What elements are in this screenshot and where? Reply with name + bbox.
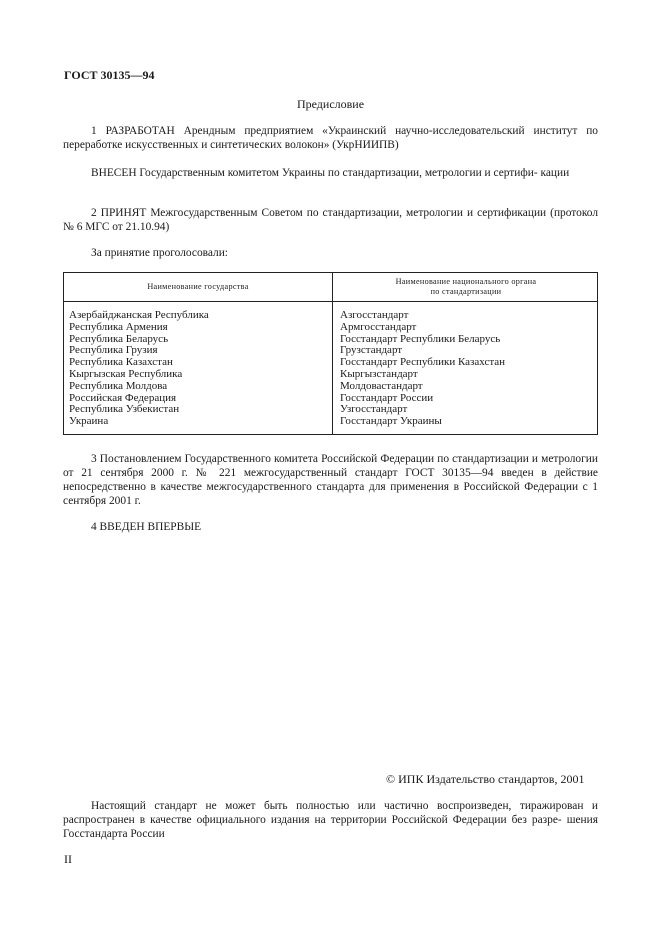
paragraph-decree (63, 452, 598, 508)
table-cell-state: Кыргызская Республика (69, 367, 183, 380)
table-header-body-line2: по стандартизации (430, 287, 502, 296)
table-cell-body: Молдовастандарт (340, 379, 423, 392)
paragraph-first-introduced: 4 ВВЕДЕН ВПЕРВЫЕ (91, 521, 202, 533)
document-code: ГОСТ 30135—94 (64, 68, 155, 82)
copyright: © ИПК Издательство стандартов, 2001 (386, 772, 585, 786)
table-header-body (333, 273, 599, 301)
paragraph-introduced (63, 166, 598, 180)
table-cell-body: Грузстандарт (340, 344, 403, 357)
paragraph-developed (63, 124, 598, 152)
table-cell-body: Госстандарт Республики Казахстан (340, 356, 506, 369)
table-cell-body: Кыргызстандарт (340, 367, 418, 380)
reproduction-notice (63, 799, 598, 841)
table-column-states (69, 310, 209, 428)
table-cell-state: Российская Федерация (69, 391, 177, 404)
reproduction-notice-text: Настоящий стандарт не может быть полностью или частично воспроизведен, тиражирован и распространен в качестве официального издания на территории Российской Федерации без разре- шения Госстандарта России (63, 800, 598, 840)
table-cell-state: Республика Молдова (69, 379, 168, 392)
table-cell-state: Республика Грузия (69, 344, 158, 357)
table-header-state: Наименование государства (147, 282, 249, 291)
table-cell-body: Азгосстандарт (340, 309, 409, 321)
table-header-body-line1: Наименование национального органа (395, 277, 537, 286)
paragraph-adopted-text: 2 ПРИНЯТ Межгосударственным Советом по стандартизации, метрологии и сертификации (протокол № 6 МГС от 21.10.94) (63, 207, 598, 233)
section-title: Предисловие (296, 97, 365, 111)
table-cell-state: Украина (69, 415, 109, 428)
table-column-bodies (340, 310, 505, 428)
table-cell-state: Азербайджанская Республика (69, 309, 209, 321)
table-cell-body: Узгосстандарт (340, 403, 408, 416)
table-cell-state: Республика Узбекистан (69, 403, 180, 416)
paragraph-developed-text: 1 РАЗРАБОТАН Арендным предприятием «Украинский научно-исследовательский институт по переработке искусственных и синтетических волокон» (УкрНИИПВ) (63, 125, 598, 151)
table-header-divider (64, 301, 597, 302)
table-cell-body: Госстандарт Украины (340, 415, 442, 428)
paragraph-decree-text: 3 Постановлением Государственного комитета Российской Федерации по стандартизации и метрологии от 21 сентября 2000 г. № 221 межгосударственный стандарт ГОСТ 30135—94 введен в действие непосредственно в качестве межгосударственного стандарта для применения в Российской Федерации с 1 сентября 2001 г. (63, 453, 598, 507)
table-cell-body: Армгосстандарт (340, 320, 417, 333)
table-cell-state: Республика Беларусь (69, 332, 169, 345)
table-cell-body: Госстандарт Республики Беларусь (340, 332, 501, 345)
page-number: II (64, 852, 72, 866)
paragraph-adopted (63, 206, 598, 234)
voting-table (63, 272, 598, 435)
table-cell-state: Республика Казахстан (69, 356, 173, 369)
table-cell-state: Республика Армения (69, 320, 168, 333)
table-cell-body: Госстандарт России (340, 391, 434, 404)
vote-label: За принятие проголосовали: (91, 247, 228, 259)
paragraph-introduced-text: ВНЕСЕН Государственным комитетом Украины по стандартизации, метрологии и сертифи- кации (91, 167, 570, 179)
